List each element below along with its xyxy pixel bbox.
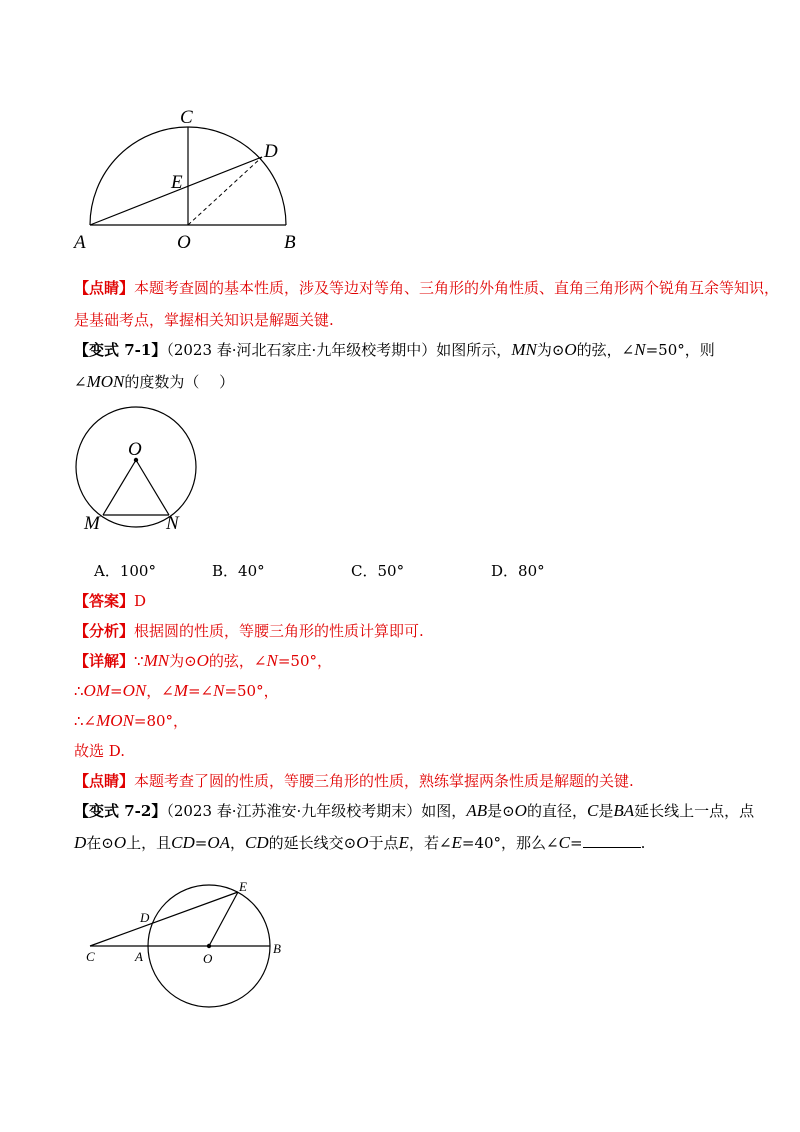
label-o: O bbox=[203, 951, 213, 966]
circle-o bbox=[76, 407, 196, 527]
d3mon: MON bbox=[96, 711, 134, 730]
figure-semicircle bbox=[70, 100, 320, 255]
q72-t12: =40°，那么∠ bbox=[461, 834, 559, 852]
label-a: A bbox=[135, 949, 143, 964]
q72-cd2: CD bbox=[245, 833, 269, 852]
q72-ba: BA bbox=[613, 801, 635, 820]
figure-circle-triangle bbox=[66, 405, 216, 535]
comment2-tag: 【点睛】 bbox=[74, 772, 135, 790]
d2d: =∠ bbox=[187, 682, 214, 700]
comment2-text: 本题考查了圆的性质，等腰三角形的性质，熟练掌握两条性质是解题的关键. bbox=[134, 772, 634, 790]
segment-om bbox=[103, 460, 136, 515]
line-ce bbox=[90, 892, 238, 946]
q71-n: N bbox=[634, 340, 646, 359]
q71-o: O bbox=[564, 340, 577, 359]
option-b[interactable]: B．40° bbox=[212, 562, 265, 580]
label-e: E bbox=[171, 172, 183, 193]
label-a: A bbox=[74, 232, 86, 253]
q72-t2: 的直径， bbox=[526, 802, 587, 820]
q72-t1: 是⊙ bbox=[487, 802, 515, 820]
d2om: OM bbox=[83, 681, 110, 700]
d1a: ∵ bbox=[134, 652, 144, 670]
q71-source: （2023 春·河北石家庄·九年级校考期中）如图所示， bbox=[166, 341, 512, 359]
comment1-text1: 本题考查圆的基本性质，涉及等边对等角、三角形的外角性质、直角三角形两个锐角互余等知识， bbox=[134, 279, 780, 297]
q71-t4: 的度数为（ ） bbox=[124, 373, 235, 391]
label-b: B bbox=[284, 232, 296, 253]
option-d[interactable]: D．80° bbox=[491, 562, 545, 580]
d1d: =50°， bbox=[277, 652, 332, 670]
q72-line2 bbox=[74, 833, 645, 853]
q71-t2: 的弦，∠ bbox=[576, 341, 635, 359]
q72-o2: O bbox=[113, 833, 127, 852]
d1mn: MN bbox=[143, 651, 170, 670]
q72-source: （2023 春·江苏淮安·九年级校考期末）如图， bbox=[166, 802, 467, 820]
q72-o3: O bbox=[356, 833, 369, 852]
q72-line1 bbox=[74, 801, 754, 821]
d2e: =50°， bbox=[224, 682, 279, 700]
comment1-line1 bbox=[74, 278, 779, 298]
q72-t14: . bbox=[640, 834, 646, 852]
d3a: ∴∠ bbox=[74, 712, 97, 730]
q72-t3: 是 bbox=[598, 802, 614, 820]
answer-line bbox=[74, 591, 146, 611]
label-o: O bbox=[177, 232, 191, 253]
label-d: D bbox=[264, 141, 278, 162]
d2b: = bbox=[110, 682, 123, 700]
d2a: ∴ bbox=[74, 682, 84, 700]
d2n: N bbox=[213, 681, 225, 700]
q72-t5: 在⊙ bbox=[86, 834, 114, 852]
detail-line2 bbox=[74, 681, 279, 701]
q71-angle: ∠ bbox=[74, 373, 87, 391]
comment1-line2: 是基础考点，掌握相关知识是解题关键. bbox=[74, 311, 334, 329]
d2m: M bbox=[173, 681, 188, 700]
label-b: B bbox=[273, 941, 281, 956]
detail-tag: 【详解】 bbox=[74, 652, 135, 670]
analysis-line bbox=[74, 621, 424, 641]
option-c[interactable]: C．50° bbox=[351, 562, 405, 580]
label-m: M bbox=[84, 513, 100, 534]
q72-t7: = bbox=[194, 834, 208, 852]
q71-mon: MON bbox=[86, 372, 125, 391]
q71-mn: MN bbox=[511, 340, 537, 359]
label-e: E bbox=[239, 879, 247, 894]
figure-circle-secant bbox=[80, 875, 300, 1020]
q72-ab: AB bbox=[466, 801, 488, 820]
detail-line3 bbox=[74, 711, 188, 731]
label-c: C bbox=[180, 107, 193, 128]
answer-value: D bbox=[134, 592, 147, 610]
q72-t6: 上，且 bbox=[126, 834, 172, 852]
center-dot bbox=[207, 944, 211, 948]
d2on: ON bbox=[122, 681, 147, 700]
detail-line4: 故选 D. bbox=[74, 742, 126, 760]
d1o: O bbox=[196, 651, 209, 670]
q72-c1: C bbox=[586, 801, 599, 820]
q72-t8: ， bbox=[230, 834, 246, 852]
q72-cd: CD bbox=[171, 833, 195, 852]
label-d: D bbox=[140, 910, 150, 925]
comment2-line bbox=[74, 771, 634, 791]
d2c: ，∠ bbox=[146, 682, 174, 700]
detail-line1 bbox=[74, 651, 332, 671]
comment1-tag: 【点睛】 bbox=[74, 279, 135, 297]
answer-tag: 【答案】 bbox=[74, 592, 135, 610]
q72-t11: ，若∠ bbox=[408, 834, 452, 852]
q72-o1: O bbox=[514, 801, 527, 820]
q72-t9: 的延长线交⊙ bbox=[268, 834, 357, 852]
d1c: 的弦，∠ bbox=[208, 652, 267, 670]
q72-d1: D bbox=[74, 833, 87, 852]
q72-c2: C bbox=[558, 833, 570, 852]
q71-line2 bbox=[74, 372, 234, 392]
label-n: N bbox=[166, 513, 179, 534]
q71-line1 bbox=[74, 340, 715, 360]
q71-t1: 为⊙ bbox=[536, 341, 565, 359]
q72-t13: = bbox=[569, 834, 583, 852]
q72-t4: 延长线上一点，点 bbox=[634, 802, 755, 820]
q72-tag: 【变式 7-2】 bbox=[74, 802, 167, 820]
q72-t10: 于点 bbox=[368, 834, 399, 852]
d1b: 为⊙ bbox=[169, 652, 197, 670]
analysis-tag: 【分析】 bbox=[74, 622, 135, 640]
option-a[interactable]: A．100° bbox=[94, 562, 156, 580]
d1n: N bbox=[266, 651, 278, 670]
label-c: C bbox=[86, 949, 95, 964]
analysis-text: 根据圆的性质，等腰三角形的性质计算即可. bbox=[134, 622, 424, 640]
q71-t3: =50°，则 bbox=[645, 341, 715, 359]
q72-e2: E bbox=[451, 833, 462, 852]
q72-e1: E bbox=[398, 833, 409, 852]
q72-oa: OA bbox=[207, 833, 231, 852]
q71-tag: 【变式 7-1】 bbox=[74, 341, 167, 359]
segment-on bbox=[136, 460, 169, 515]
segment-od-dashed bbox=[188, 157, 262, 225]
segment-oe bbox=[209, 892, 238, 946]
label-o: O bbox=[128, 439, 142, 460]
d3b: =80°， bbox=[133, 712, 189, 730]
answer-blank[interactable] bbox=[583, 833, 641, 848]
